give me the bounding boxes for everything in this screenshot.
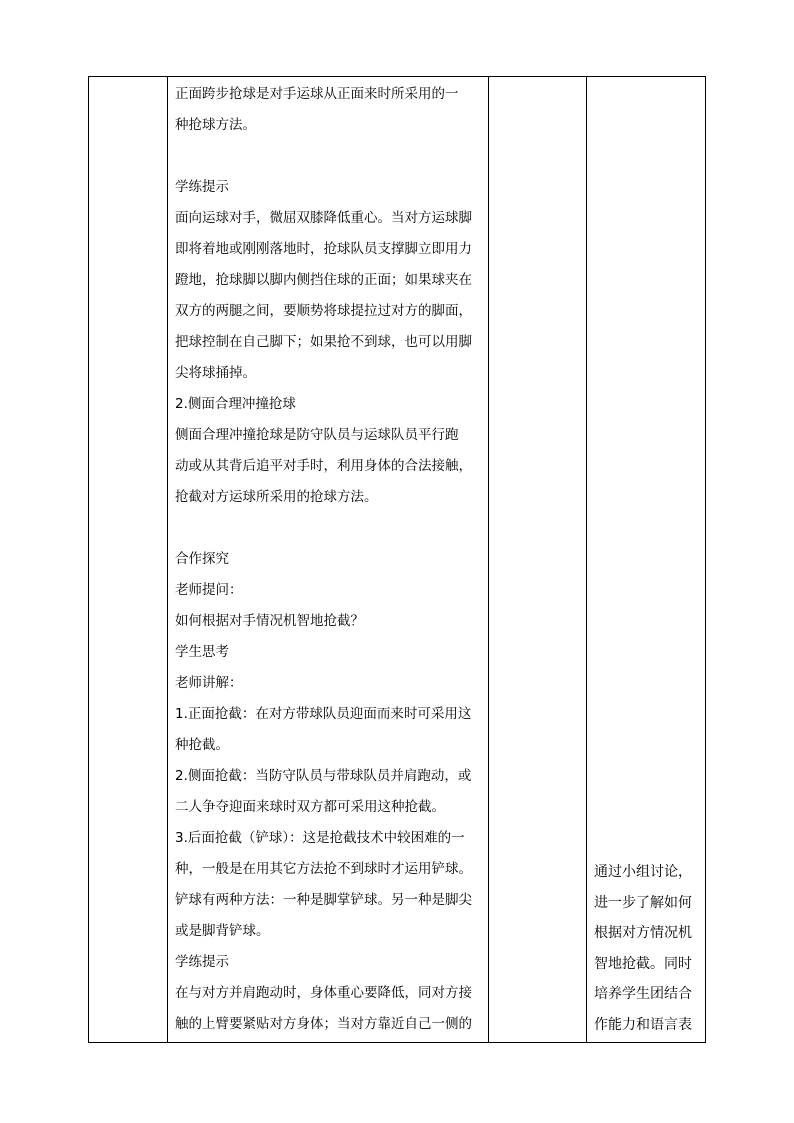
- text-line: 蹬地，抢球脚以脚内侧挡住球的正面；如果球夹在: [175, 272, 472, 288]
- text-line: 培养学生团结合: [594, 986, 692, 1003]
- text-line: [175, 513, 485, 544]
- text-line: 触的上臂要紧贴对方身体；当对方靠近自己一侧的: [175, 1016, 472, 1032]
- text-line: 种，一般是在用其它方法抢不到球时才运用铲球。: [175, 861, 472, 877]
- text-line: 1.正面抢截：在对方带球队员迎面而来时可采用这: [175, 706, 472, 722]
- text-line: 进一步了解如何: [594, 894, 692, 911]
- text-line: 如何根据对手情况机智地抢截？: [175, 613, 364, 629]
- text-line: 2.侧面抢截：当防守队员与带球队员并肩跑动，或: [175, 768, 472, 784]
- table-column-design-intent: [587, 77, 706, 1042]
- text-line: 种抢截。: [175, 737, 229, 753]
- text-line: 即将着地或刚刚落地时，抢球队员支撑脚立即用力: [175, 241, 472, 257]
- text-line: 正面跨步抢球是对手运球从正面来时所采用的一: [175, 86, 459, 102]
- text-line: 作能力和语言表: [594, 1016, 692, 1033]
- text-line: 种抢球方法。: [175, 117, 256, 133]
- text-line: 老师提问：: [175, 582, 243, 598]
- design-intent-text: [594, 857, 704, 1041]
- text-line: 双方的两腿之间，要顺势将球提拉过对方的脚面，: [175, 303, 472, 319]
- table-column-content: [168, 77, 489, 1042]
- text-line: 二人争夺迎面来球时双方都可采用这种抢截。: [175, 799, 445, 815]
- text-line: 老师讲解：: [175, 675, 243, 691]
- text-line: 在与对方并肩跑动时，身体重心要降低，同对方接: [175, 985, 472, 1001]
- table-column-empty-left: [89, 77, 168, 1042]
- text-line: [175, 141, 485, 172]
- lesson-table: [88, 76, 706, 1043]
- text-line: 合作探究: [175, 551, 229, 567]
- text-line: 智地抢截。同时: [594, 955, 692, 972]
- text-line: 学练提示: [175, 179, 229, 195]
- text-line: 根据对方情况机: [594, 925, 692, 942]
- text-line: 铲球有两种方法：一种是脚掌铲球。另一种是脚尖: [175, 892, 472, 908]
- text-line: 学练提示: [175, 954, 229, 970]
- text-line: 动或从其背后追平对手时，利用身体的合法接触，: [175, 458, 472, 474]
- lesson-content-text: [175, 79, 485, 1040]
- text-line: 面向运球对手，微屈双膝降低重心。当对方运球脚: [175, 210, 472, 226]
- text-line: 通过小组讨论，: [594, 864, 692, 880]
- text-line: 2.侧面合理冲撞抢球: [175, 396, 296, 412]
- text-line: 抢截对方运球所采用的抢球方法。: [175, 489, 378, 505]
- text-line: 或是脚背铲球。: [175, 923, 270, 939]
- text-line: 把球控制在自己脚下；如果抢不到球，也可以用脚: [175, 334, 472, 350]
- text-line: 学生思考: [175, 644, 229, 660]
- text-line: 3.后面抢截（铲球）：这是抢截技术中较困难的一: [175, 830, 465, 846]
- text-line: 侧面合理冲撞抢球是防守队员与运球队员平行跑: [175, 427, 459, 443]
- table-column-empty-middle: [489, 77, 587, 1042]
- text-line: 尖将球捅掉。: [175, 365, 256, 381]
